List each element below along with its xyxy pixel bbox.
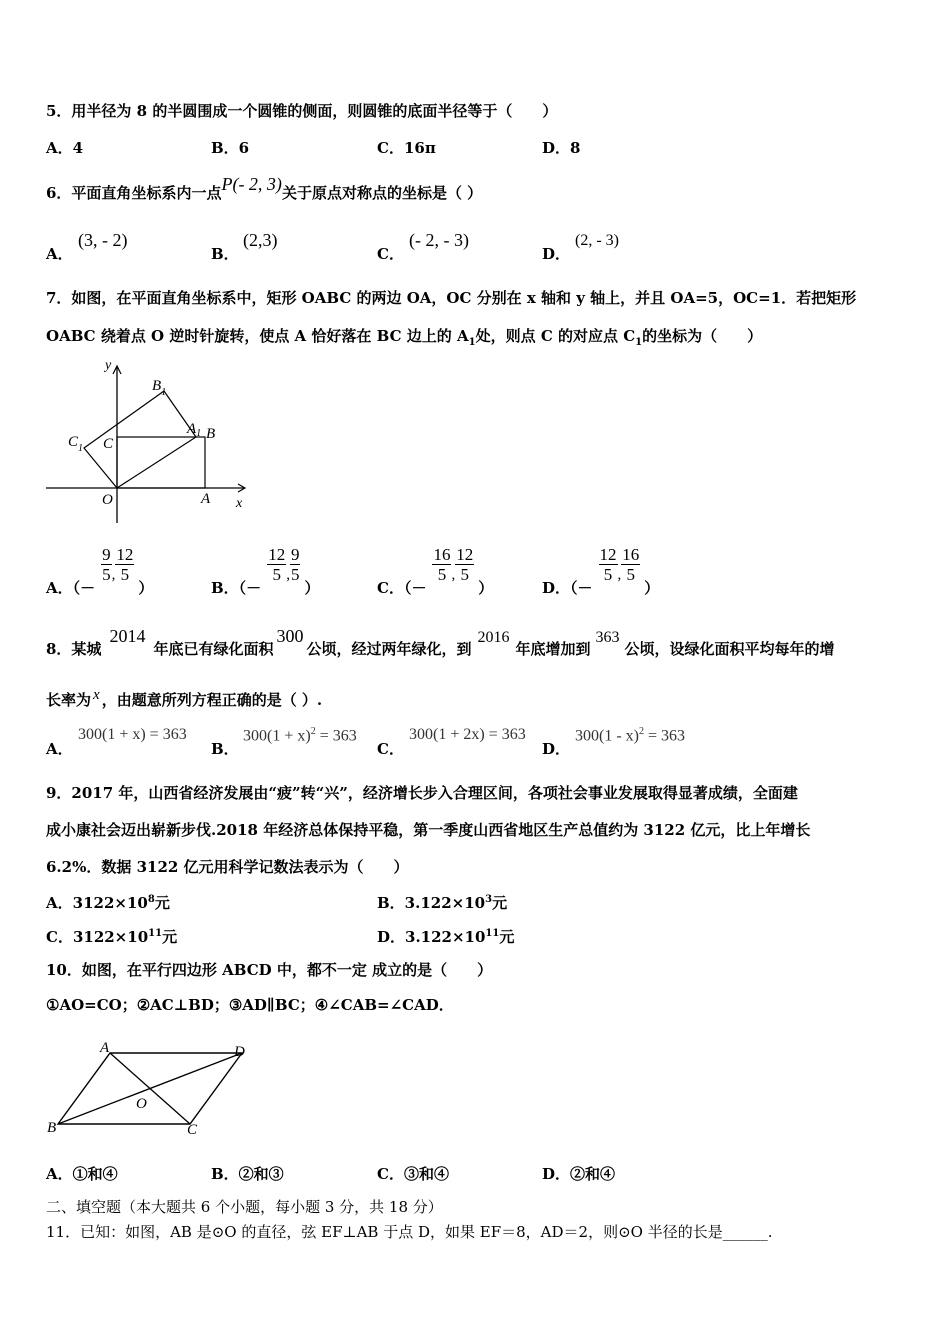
- q6-option-a: A．: [46, 245, 73, 263]
- rectangle-oabc: [117, 437, 205, 488]
- q10-conditions: ①AO=CO；②AC⊥BD；③AD∥BC；④∠CAB=∠CAD．: [46, 996, 454, 1014]
- q10-option-d: D．②和④: [542, 1165, 616, 1183]
- q5-option-a: A．4: [46, 139, 84, 157]
- q7-option-c: C．（－ $\frac{16}{5}$ , $\frac{12}{5}$ ）: [377, 545, 494, 597]
- label-o: O: [136, 1096, 147, 1112]
- label-c: C: [187, 1122, 198, 1138]
- c-label: C: [103, 436, 114, 452]
- q7-option-a: A．（－ $\frac{9}{5}$ , $\frac{12}{5}$ ）: [46, 545, 154, 597]
- q6-stem: 6．平面直角坐标系内一点P(- 2, 3)关于原点对称点的坐标是（ ）: [46, 174, 483, 202]
- q7-option-d: D．（－ $\frac{12}{5}$ , $\frac{16}{5}$ ）: [542, 545, 660, 597]
- q10-option-b: B．②和③: [211, 1165, 284, 1183]
- q11-text: 11．已知：如图，AB 是⊙O 的直径，弦 EF⊥AB 于点 D，如果 EF＝8，AD＝2，则⊙O 半径的长是______.: [46, 1223, 773, 1241]
- q6-option-c: C．: [377, 245, 404, 263]
- q8-line1: 8．某城2014年底已有绿化面积300公顷，经过两年绿化，到2016年底增加到363公顷，设绿化面积平均每年的增: [46, 626, 835, 658]
- q8-option-b-eq: $300(1 + x)^2 = 363$: [243, 726, 357, 745]
- q9-line2: 成小康社会迈出崭新步伐.2018 年经济总体保持平稳，第一季度山西省地区生产总值约为 3122 亿元，比上年增长: [46, 821, 811, 839]
- q9-option-c: C．$3122\times 10^{11}$元: [46, 928, 178, 946]
- q5-stem: 5．用半径为 8 的半圆围成一个圆锥的侧面，则圆锥的底面半径等于（ ）: [46, 102, 558, 120]
- a-label: A: [201, 491, 211, 507]
- section2-heading: 二、填空题（本大题共 6 个小题，每小题 3 分，共 18 分）: [46, 1198, 443, 1216]
- q8-option-d-eq: 300(1 - x)$^2$ = 363: [575, 726, 686, 745]
- c1-label: $C_1$: [68, 434, 84, 454]
- diagonal-bd: [58, 1053, 242, 1124]
- q6-option-d: D．: [542, 245, 571, 263]
- q10-stem: 10．如图，在平行四边形 ABCD 中，都不一定 成立的是（ ）: [46, 961, 493, 979]
- q7-option-b: B．（－ $\frac{12}{5}$ , $\frac{9}{5}$ ）: [211, 545, 320, 597]
- rotated-rectangle: [84, 391, 196, 488]
- q8-option-b-label: B．: [211, 740, 239, 758]
- q9-line3: 6.2%．数据 3122 亿元用科学记数法表示为（ ）: [46, 858, 409, 876]
- q6-value-d: (2, - 3): [575, 232, 619, 249]
- q8-option-a-label: A．: [46, 740, 73, 758]
- b-label: B: [206, 426, 216, 442]
- q9-option-a: A．$3122\times 10^8$元: [46, 894, 170, 912]
- q10-option-c: C．③和④: [377, 1165, 449, 1183]
- q8-option-d-label: D．: [542, 740, 571, 758]
- label-a: A: [100, 1040, 110, 1056]
- x-label: x: [236, 496, 243, 511]
- q6-value-c: (- 2, - 3): [409, 230, 469, 250]
- b1-label: $B_1$: [152, 378, 167, 398]
- o-label: O: [102, 492, 113, 508]
- label-d: D: [234, 1044, 245, 1060]
- q9-option-d: D．$3.122\times 10^{11}$元: [377, 928, 515, 946]
- q10-figure: [44, 1036, 264, 1142]
- q7-line2: OABC 绕着点 O 逆时针旋转，使点 A 恰好落在 BC 边上的 $A_1$处，则点 C 的对应点 $C_1$的坐标为（ ）: [46, 327, 763, 348]
- q5-option-b: B．6: [211, 139, 250, 157]
- q6-value-a: (3, - 2): [78, 230, 128, 250]
- label-b: B: [47, 1120, 57, 1136]
- q8-option-c-label: C．: [377, 740, 404, 758]
- q6-point: P(- 2, 3): [221, 174, 282, 194]
- q7-figure: [44, 355, 254, 530]
- q7-line1: 7．如图，在平面直角坐标系中，矩形 OABC 的两边 OA，OC 分别在 x 轴和 y 轴上，并且 OA=5，OC=1．若把矩形: [46, 289, 857, 307]
- q6-option-b: B．: [211, 245, 239, 263]
- q10-option-a: A．①和④: [46, 1165, 118, 1183]
- q6-value-b: (2,3): [243, 230, 278, 250]
- q8-option-a-eq: 300(1 + x) = 363: [78, 726, 187, 743]
- q5-option-c: C．16π: [377, 139, 436, 157]
- q5-option-d: D．8: [542, 139, 581, 157]
- y-label: y: [105, 358, 112, 373]
- q8-line2: 长率为 x ，由题意所列方程正确的是（ ）.: [46, 687, 323, 709]
- q9-line1: 9．2017 年，山西省经济发展由“疲”转“兴”，经济增长步入合理区间，各项社会事业发展取得显著成绩，全面建: [46, 784, 798, 802]
- a1-label: $A_1$: [187, 421, 202, 439]
- q9-option-b: B．$3.122\times 10^3$元: [377, 894, 508, 912]
- q8-option-c-eq: 300(1 + 2x) = 363: [409, 726, 526, 743]
